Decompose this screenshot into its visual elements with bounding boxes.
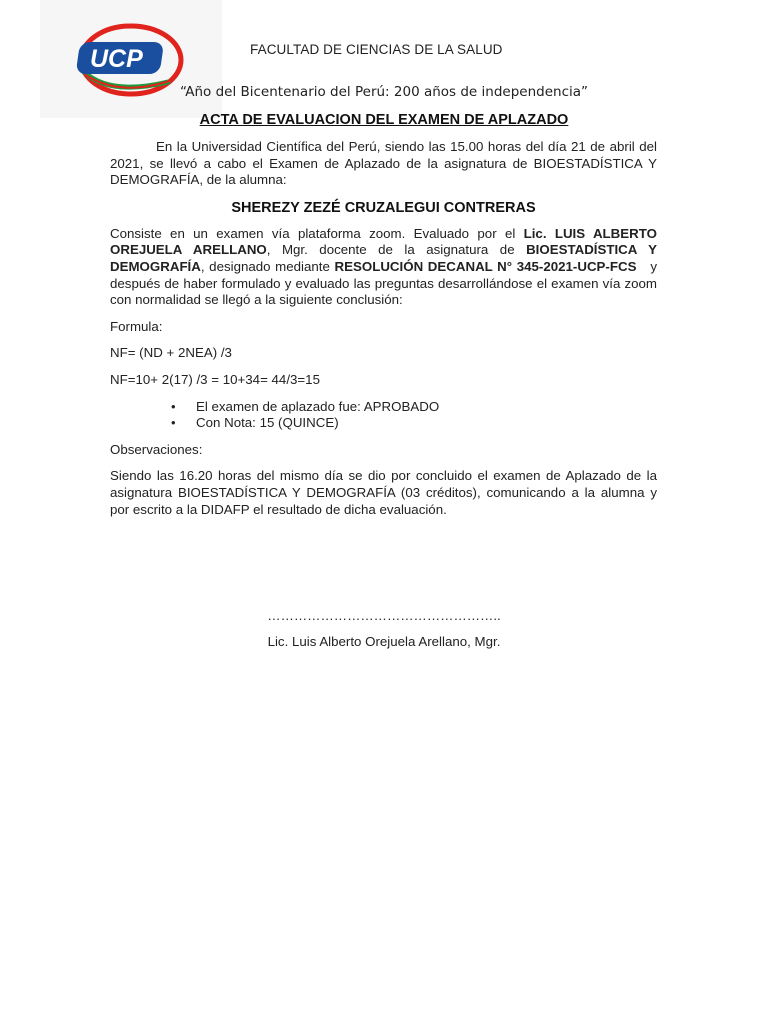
evaluation-paragraph [110,225,661,309]
result-grade: Con Nota: 15 (QUINCE) [196,415,339,431]
evaluation-text-3: , designado mediante [200,258,335,274]
bullet-icon: • [171,398,176,414]
student-name: SHEREZY ZEZÉ CRUZALEGUI CONTRERAS [231,199,536,216]
result-status: El examen de aplazado fue: APROBADO [196,398,440,414]
evaluation-text-2: , Mgr. docente de la asignatura de [266,242,527,258]
bullet-icon: • [171,415,176,431]
formula: NF= (ND + 2NEA) /3 [110,345,232,361]
observations-label: Observaciones: [110,441,203,457]
examiner-name: Lic. LUIS ALBERTO OREJUELA ARELLANO [110,225,657,258]
document-body [110,139,661,518]
logo-text: UCP [90,45,143,73]
document-title: ACTA DE EVALUACION DEL EXAMEN DE APLAZADO [199,112,569,128]
evaluation-text-4: y después de haber formulado y evaluado las preguntas desarrollándose el examen vía zoom con normalidad se llegó a la siguiente conclusión: [110,258,661,308]
closing-paragraph: Siendo las 16.20 horas del mismo día se dio por concluido el examen de Aplazado de la asignatura BIOESTADÍSTICA Y DEMOGRAFÍA (03 créditos), comunicando a la alumna y por escrito a la DIDAFP el resultado de dicha evaluación. [110,468,657,517]
formula-label: Formula: [110,318,163,334]
resolution-number: RESOLUCIÓN DECANAL N° 345-2021-UCP-FCS [334,258,637,274]
course-name: BIOESTADÍSTICA Y DEMOGRAFÍA [110,242,658,274]
signatory-name: Lic. Luis Alberto Orejuela Arellano, Mgr. [267,634,501,649]
list-item [110,415,657,432]
university-logo [40,0,222,118]
faculty-name: FACULTAD DE CIENCIAS DE LA SALUD [250,42,503,57]
year-motto: “Año del Bicentenario del Perú: 200 años de independencia” [179,84,589,100]
signature-line: …………………………………………….. [267,608,501,623]
evaluation-text-1: Consiste en un examen vía plataforma zoom. Evaluado por el [110,225,524,241]
calculation: NF=10+ 2(17) /3 = 10+34= 44/3=15 [110,371,320,387]
results-list [110,399,657,432]
list-item [110,399,657,416]
intro-paragraph: En la Universidad Científica del Perú, siendo las 15.00 horas del día 21 de abril del 2021, se llevó a cabo el Examen de Aplazado de la asignatura de BIOESTADÍSTICA Y DEMOGRAFÍA, de la alumna: [110,139,657,188]
ucp-logo-icon [40,0,222,118]
